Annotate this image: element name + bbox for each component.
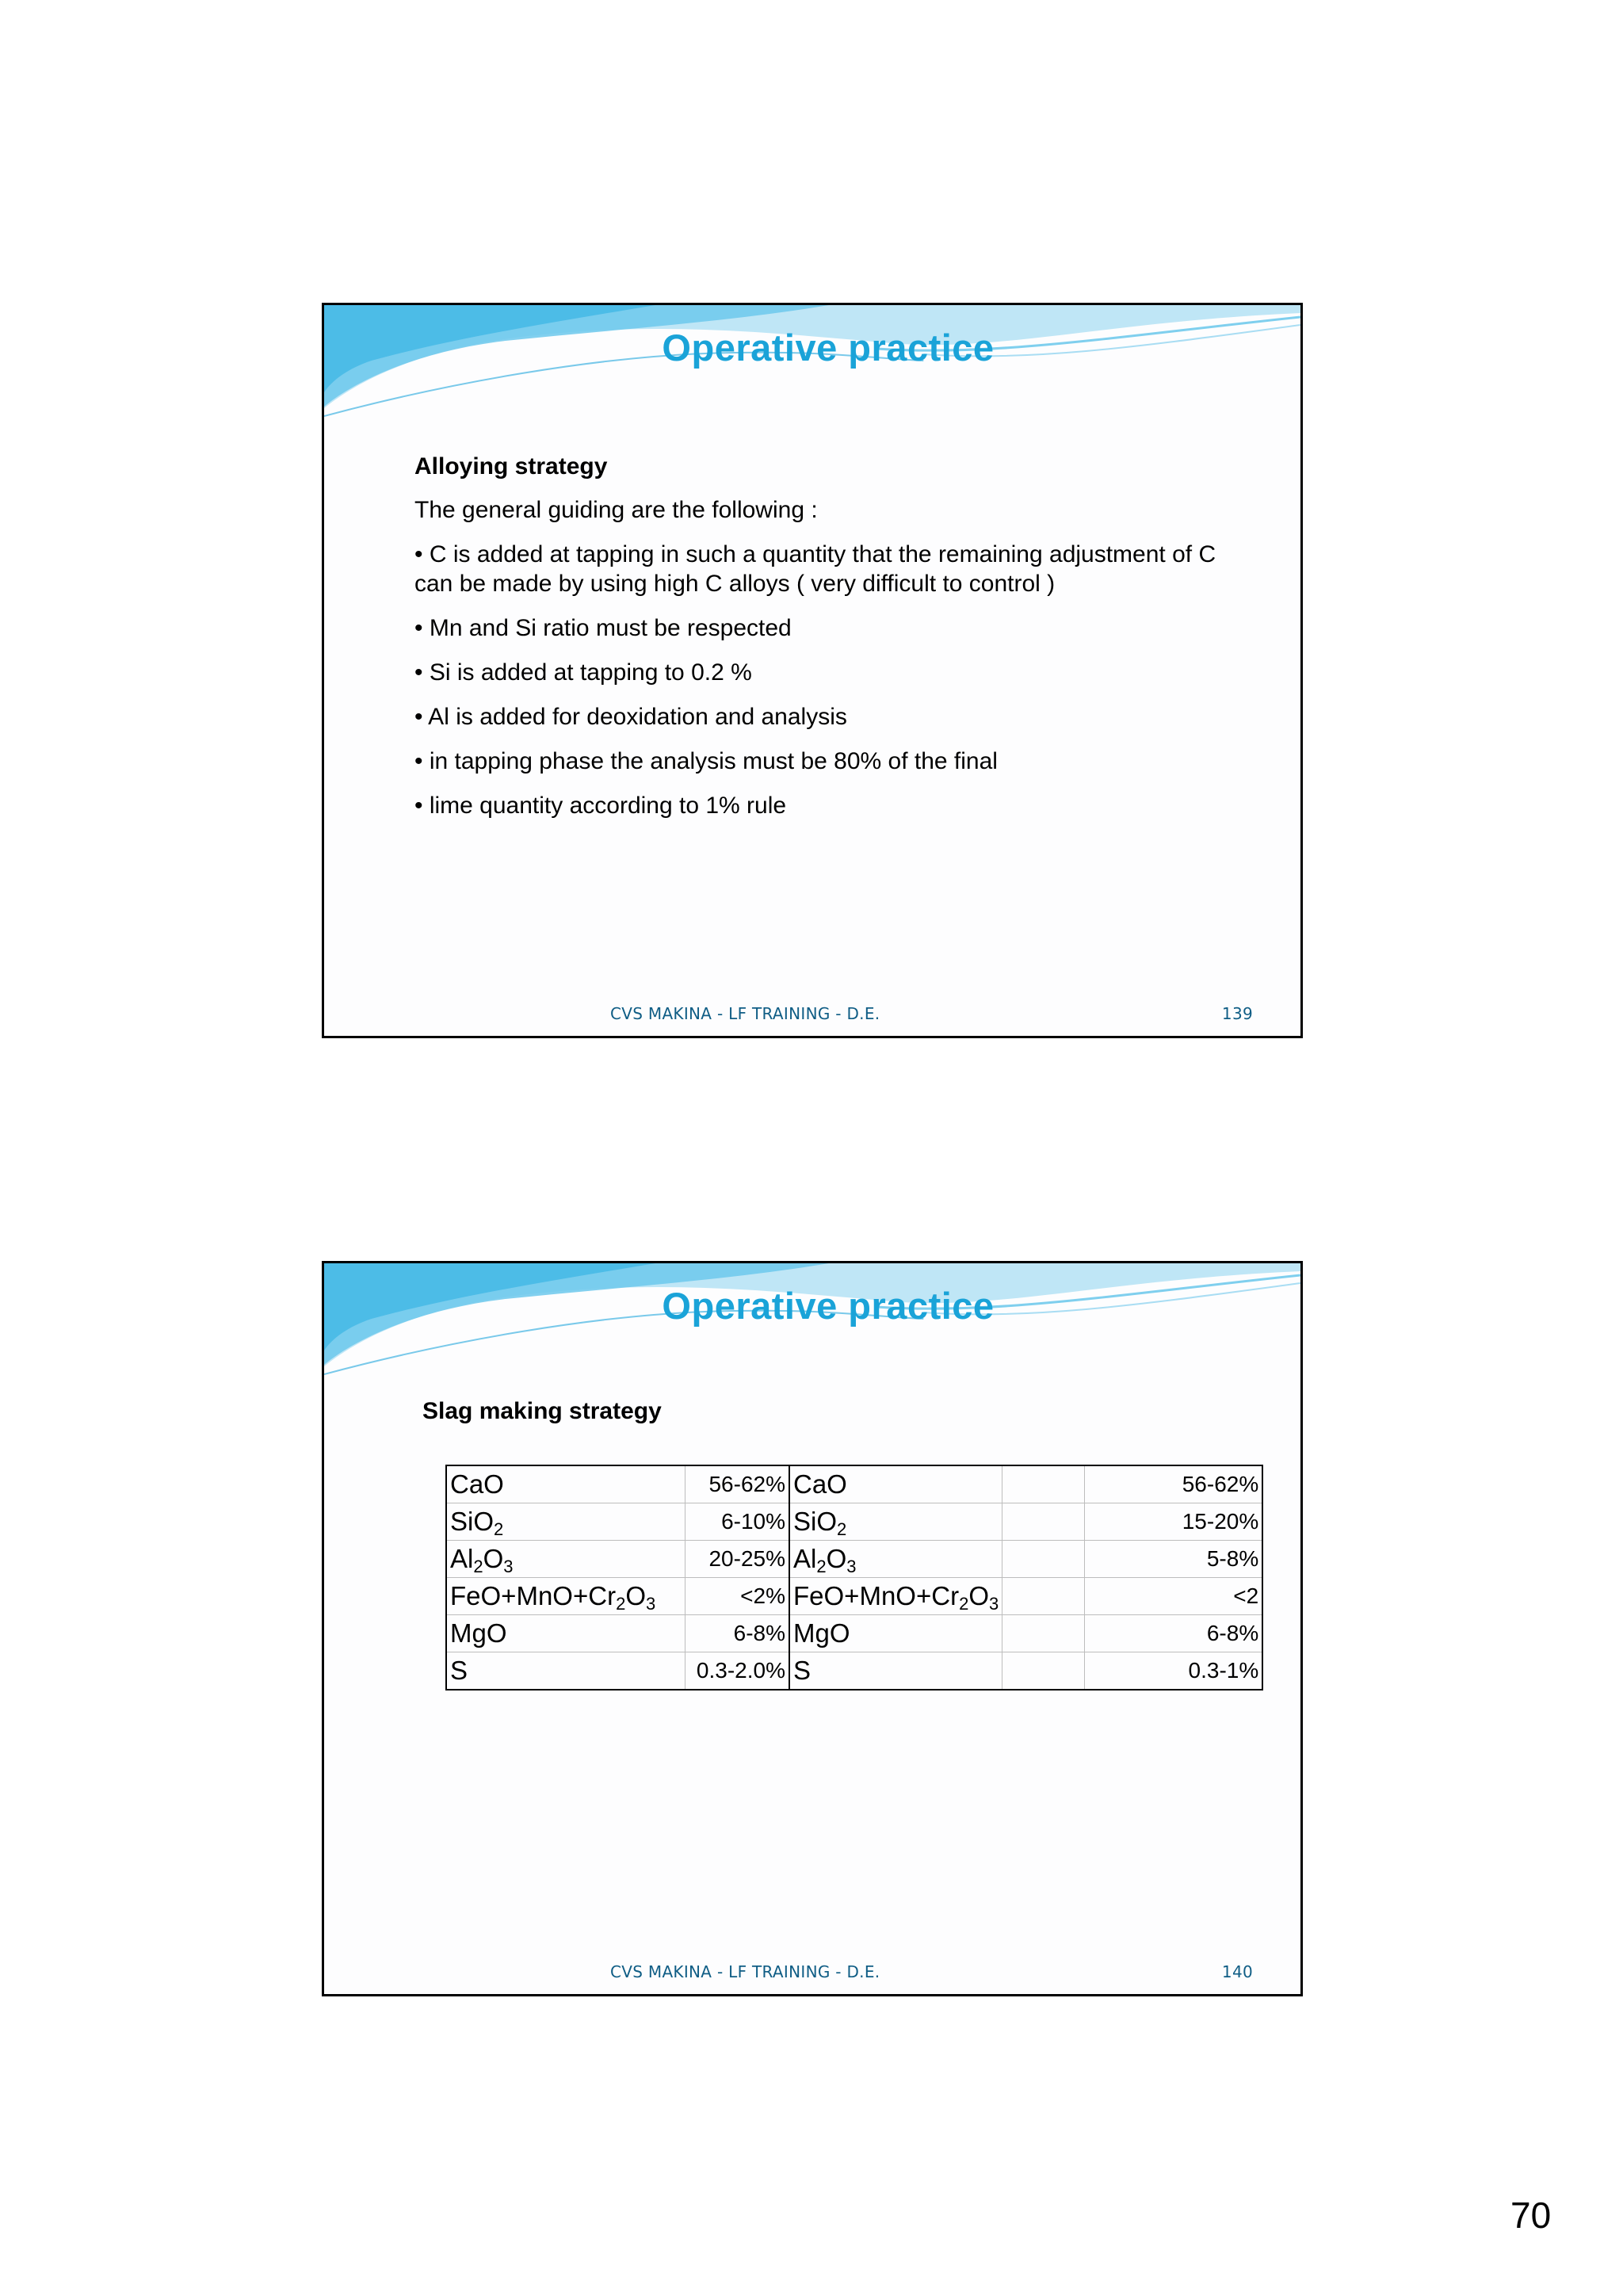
target-range: 15-20% — [1085, 1503, 1263, 1541]
target-range: 6-8% — [685, 1615, 790, 1652]
target-range: 6-8% — [1085, 1615, 1263, 1652]
bullet-item: • Al is added for deoxidation and analysis — [414, 704, 847, 730]
bullet-item: • in tapping phase the analysis must be 80% of the final — [414, 748, 998, 774]
compound-name: $FeO+MnO+Cr_2O_3$ — [789, 1578, 1002, 1615]
table-row — [446, 1465, 1262, 1503]
bullet-item: • C is added at tapping in such a quantity that the remaining adjustment of C can be made by using high C alloys ( very difficult to control ) — [414, 541, 1216, 597]
compound-name: SiO$_2$ — [446, 1503, 685, 1541]
bullet-item: • lime quantity according to 1% rule — [414, 793, 787, 819]
compound-name: CaO — [446, 1465, 685, 1503]
table-row — [446, 1503, 1262, 1541]
footer-label: CVS MAKINA - LF TRAINING - D.E. — [610, 1004, 880, 1023]
compound-name: MgO — [446, 1615, 685, 1652]
target-range: 56-62% — [685, 1465, 790, 1503]
target-range: 56-62% — [1085, 1465, 1263, 1503]
target-range: 6-10% — [685, 1503, 790, 1541]
slide-139 — [322, 303, 1303, 1038]
compound-name: S — [789, 1652, 1002, 1690]
empty-cell — [1002, 1652, 1085, 1690]
table-row — [446, 1578, 1262, 1615]
target-range: <2 — [1085, 1578, 1263, 1615]
compound-name: CaO — [789, 1465, 1002, 1503]
target-range: 0.3-2.0% — [685, 1652, 790, 1690]
compound-name: $Al_2O_3$ — [789, 1541, 1002, 1578]
bullet-item: • Mn and Si ratio must be respected — [414, 615, 792, 641]
slide-title: Operative practice — [662, 1285, 995, 1327]
section-heading: Alloying strategy — [414, 453, 608, 479]
compound-name: $FeO+MnO+Cr_2O_3$ — [446, 1578, 685, 1615]
slide-title: Operative practice — [662, 327, 995, 369]
target-range: 0.3-1% — [1085, 1652, 1263, 1690]
footer-label: CVS MAKINA - LF TRAINING - D.E. — [610, 1962, 880, 1981]
target-range: <2% — [685, 1578, 790, 1615]
compound-name: S — [446, 1652, 685, 1690]
bullet-item: • Si is added at tapping to 0.2 % — [414, 659, 752, 686]
empty-cell — [1002, 1465, 1085, 1503]
slide-140 — [322, 1261, 1303, 1996]
compound-name: $Al_2O_3$ — [446, 1541, 685, 1578]
section-heading: Slag making strategy — [422, 1398, 662, 1424]
slide-content — [414, 452, 1247, 835]
table-row — [446, 1652, 1262, 1690]
slide-number: 139 — [1221, 1004, 1253, 1023]
empty-cell — [1002, 1541, 1085, 1578]
empty-cell — [1002, 1503, 1085, 1541]
table-row — [446, 1615, 1262, 1652]
table-row — [446, 1541, 1262, 1578]
empty-cell — [1002, 1615, 1085, 1652]
compound-name: SiO$_2$ — [789, 1503, 1002, 1541]
compound-name: MgO — [789, 1615, 1002, 1652]
page-number: 70 — [1510, 2195, 1552, 2236]
target-range: 20-25% — [685, 1541, 790, 1578]
slide-number: 140 — [1221, 1962, 1253, 1981]
empty-cell — [1002, 1578, 1085, 1615]
target-range: 5-8% — [1085, 1541, 1263, 1578]
intro-text: The general guiding are the following : — [414, 497, 818, 523]
slag-composition-table — [445, 1465, 1263, 1690]
